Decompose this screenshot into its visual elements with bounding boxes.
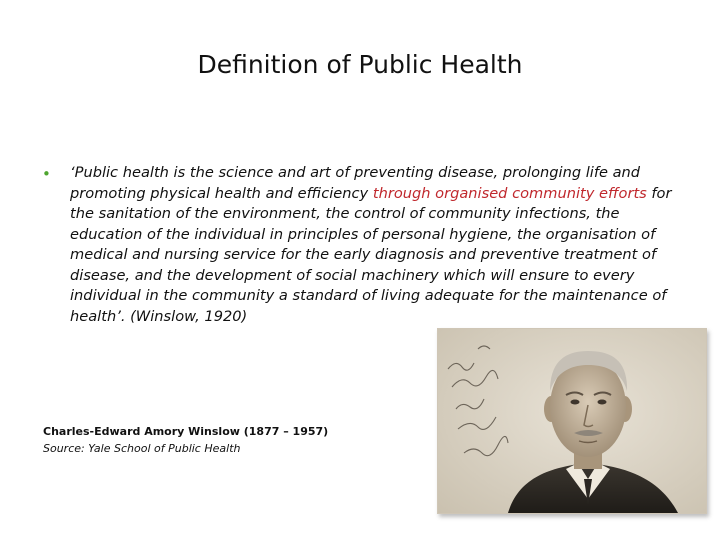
caption-source: Source: Yale School of Public Health	[43, 442, 241, 455]
quote-text-part2: for the sanitation of the environment, the control of community infections, the education of the individual in principles of personal hygiene, the organisation of medical and nursing service for the early diagnosis and preventive treatment of disease, and the development of social machinery which will ensure to every individual in the community a standard of living adequate for the maintenance of health’. (Winslow, 1920)	[70, 184, 672, 325]
caption-name: Charles-Edward Amory Winslow (1877 – 1957)	[43, 425, 329, 438]
slide-title: Definition of Public Health	[197, 50, 523, 79]
portrait-photo-icon	[438, 329, 706, 513]
bullet-dot-icon: •	[42, 165, 51, 183]
quote-highlight: through organised community efforts	[372, 184, 647, 202]
portrait-photo	[437, 328, 707, 514]
definition-quote	[70, 163, 682, 327]
portrait-caption	[43, 423, 413, 457]
quote-text-part1: ‘Public health is the science and art of preventing disease, prolonging life and promoting physical health and efficiency	[70, 164, 641, 202]
bullet-item	[42, 163, 682, 327]
